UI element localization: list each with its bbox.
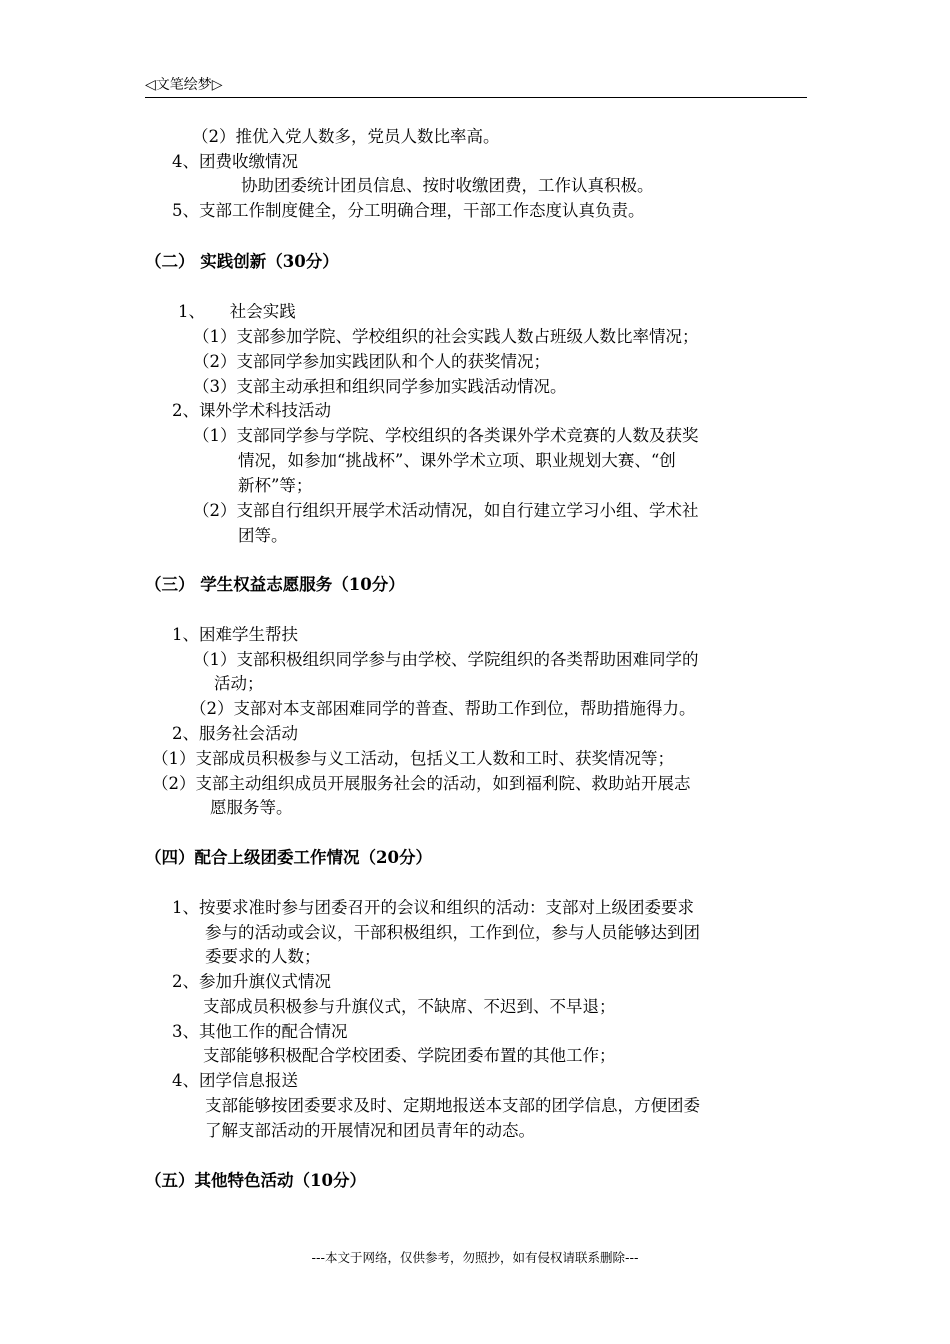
text-line: 团等。 — [238, 526, 288, 545]
header-title: ◁文笔绘梦▷ — [145, 77, 223, 93]
footer-disclaimer: ---本文于网络，仅供参考，勿照抄，如有侵权请联系删除--- — [311, 1250, 639, 1265]
text-line: 委要求的人数； — [205, 947, 321, 966]
text-line: 支部能够积极配合学校团委、学院团委布置的其他工作； — [203, 1046, 616, 1065]
text-line: 4、团学信息报送 — [172, 1071, 298, 1090]
text-line: （2）支部对本支部困难同学的普查、帮助工作到位，帮助措施得力。 — [190, 699, 696, 718]
text-line: 3、其他工作的配合情况 — [172, 1022, 348, 1041]
text-line: 参与的活动或会议，干部积极组织，工作到位，参与人员能够达到团 — [205, 923, 700, 942]
text-line: 愿服务等。 — [210, 798, 293, 817]
text-line: （2）支部自行组织开展学术活动情况，如自行建立学习小组、学术社 — [193, 501, 699, 520]
text-line: 1、困难学生帮扶 — [172, 625, 298, 644]
text-line: （1）支部积极组织同学参与由学校、学院组织的各类帮助困难同学的 — [193, 650, 699, 669]
text-line: 1、按要求准时参与团委召开的会议和组织的活动：支部对上级团委要求 — [172, 898, 694, 917]
text-line: （1）支部同学参与学院、学校组织的各类课外学术竞赛的人数及获奖 — [193, 426, 699, 445]
text-line: （2）支部同学参加实践团队和个人的获奖情况； — [193, 352, 550, 371]
text-line: （1）支部参加学院、学校组织的社会实践人数占班级人数比率情况； — [193, 327, 699, 346]
text-line: 协助团委统计团员信息、按时收缴团费，工作认真积极。 — [241, 176, 654, 195]
section-heading: （二） 实践创新（30分） — [145, 252, 339, 271]
text-line: 1、 社会实践 — [178, 302, 296, 321]
text-line: 4、团费收缴情况 — [172, 152, 298, 171]
section-heading: （四）配合上级团委工作情况（20分） — [145, 848, 432, 867]
text-line: 5、支部工作制度健全，分工明确合理，干部工作态度认真负责。 — [172, 201, 645, 220]
text-line: （2）推优入党人数多，党员人数比率高。 — [192, 127, 500, 146]
text-line: 2、课外学术科技活动 — [172, 401, 331, 420]
section-heading: （五）其他特色活动（10分） — [145, 1171, 366, 1190]
text-line: 支部成员积极参与升旗仪式，不缺席、不迟到、不早退； — [203, 997, 616, 1016]
text-line: 2、参加升旗仪式情况 — [172, 972, 331, 991]
header-rule — [145, 97, 807, 98]
text-line: （1）支部成员积极参与义工活动，包括义工人数和工时、获奖情况等； — [152, 749, 674, 768]
text-line: （3）支部主动承担和组织同学参加实践活动情况。 — [193, 377, 567, 396]
section-heading: （三） 学生权益志愿服务（10分） — [145, 575, 405, 594]
text-line: 了解支部活动的开展情况和团员青年的动态。 — [205, 1121, 535, 1140]
text-line: 新杯”等； — [238, 476, 313, 495]
text-line: 情况，如参加“挑战杯”、课外学术立项、职业规划大赛、“创 — [238, 451, 676, 470]
text-line: 2、服务社会活动 — [172, 724, 298, 743]
text-line: 支部能够按团委要求及时、定期地报送本支部的团学信息，方便团委 — [205, 1096, 700, 1115]
text-line: 活动； — [214, 674, 264, 693]
text-line: （2）支部主动组织成员开展服务社会的活动，如到福利院、救助站开展志 — [152, 774, 691, 793]
